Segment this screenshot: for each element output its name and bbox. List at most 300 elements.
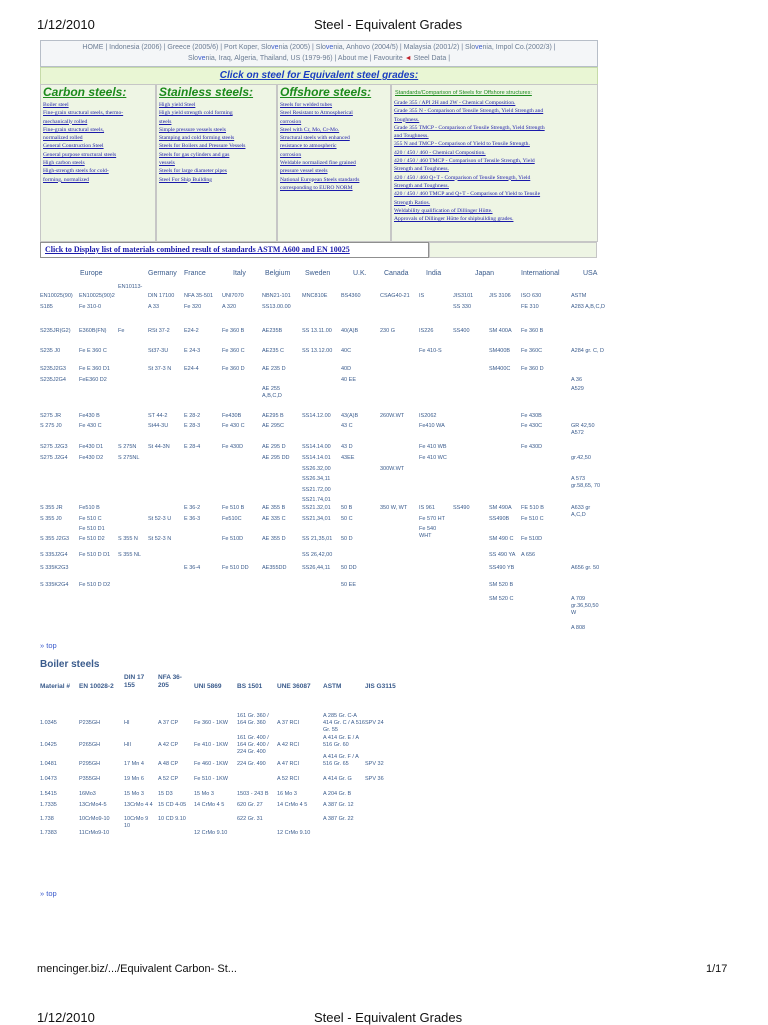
boiler-cell: 16Mo3: [79, 791, 96, 797]
carbon-link[interactable]: General Construction Steel: [43, 143, 104, 150]
carbon-link[interactable]: High-strength steels for cold-: [43, 168, 109, 175]
grade-cell: 43(A)B: [341, 413, 359, 419]
grade-cell: SS14.14.01: [302, 455, 331, 461]
site-nav: [40, 40, 598, 67]
grade-cell: St44-3U: [148, 423, 169, 429]
carbon-steels-box: [40, 84, 156, 242]
grade-cell: S 355 N: [118, 536, 138, 542]
grade-cell: Fe 430D: [222, 444, 244, 450]
stainless-link[interactable]: steels: [159, 118, 172, 125]
grade-cell: 40C: [341, 348, 352, 354]
boiler-cell: A 414 Gr. F / A 516 Gr. 65: [323, 754, 359, 767]
grade-cell: SM 490A: [489, 505, 512, 511]
grade-cell: SM 520 B: [489, 582, 514, 588]
grade-cell: S 335K2G3: [40, 565, 69, 571]
boiler-cell: Fe 510 - 1KW: [194, 776, 228, 782]
boiler-cell: 1.0345: [40, 720, 57, 726]
grade-cell: 43 C: [341, 423, 353, 429]
grade-cell: St 52-3 N: [148, 536, 172, 542]
grade-cell: 230 G: [380, 328, 395, 334]
grade-cell: E 28-2: [184, 413, 201, 419]
grade-cell: AE295 B: [262, 413, 284, 419]
boiler-cell: A 42 RCI: [277, 742, 300, 748]
offshore-steels-title[interactable]: Offshore steels:: [280, 85, 372, 99]
grade-cell: EN10025(90)2: [79, 293, 115, 299]
boiler-header-cell: BS 1501: [237, 683, 263, 690]
nav-line-2: Slovenia, Iraq, Algeria, Thailand, US (1979-96) | About me | Favourite ◄ Steel Data |: [187, 55, 451, 62]
grade-cell: E 36-2: [184, 505, 201, 511]
carbon-steels-title[interactable]: Carbon steels:: [43, 85, 127, 99]
boiler-cell: 161 Gr. 400 / 164 Gr. 400 / 224 Gr. 400: [237, 735, 269, 755]
stainless-steels-box: [156, 84, 277, 242]
grade-cell: A 33: [148, 304, 160, 310]
grade-cell: Fe 510 C: [79, 516, 102, 522]
grade-cell: 260W.WT: [380, 413, 405, 419]
col-europe: Europe: [80, 270, 103, 277]
grade-cell: 300W.WT: [380, 466, 405, 472]
grade-cell: S235J2G4: [40, 377, 66, 383]
grade-cell: SS 490 YA: [489, 552, 516, 558]
offshore-link[interactable]: Steel with Cr, Mo, Cr-Mo.: [280, 126, 340, 133]
boiler-cell: A 47 RCI: [277, 761, 300, 767]
grade-cell: E 24-3: [184, 348, 201, 354]
grade-cell: SM400B: [489, 348, 511, 354]
offshore-link[interactable]: corresponding to EURO NORM: [280, 184, 353, 191]
offshore-std-link[interactable]: 420 / 450 / 460 TMCP and Q+T - Comparison of Yield to Tensile: [394, 191, 541, 198]
grade-cell: Fe 310-0: [79, 304, 102, 310]
offshore-link[interactable]: corrosion: [280, 118, 302, 125]
grade-cell: Fe 360 C: [222, 348, 245, 354]
offshore-link[interactable]: Steels for welded tubes: [280, 102, 333, 108]
boiler-cell: 224 Gr. 490: [237, 761, 266, 767]
boiler-cell: 11CrMo9-10: [79, 830, 110, 836]
carbon-link[interactable]: normalized rolled: [43, 135, 83, 142]
boiler-cell: 14 CrMo 4 5: [277, 802, 308, 808]
boiler-cell: 1.0425: [40, 742, 57, 748]
grade-cell: SS 26,42,00: [302, 552, 333, 558]
stainless-link[interactable]: Stamping and cold forming steels: [159, 135, 235, 142]
offshore-link[interactable]: pressure vessel steels: [280, 168, 328, 175]
offshore-steels-box: [277, 84, 391, 242]
grade-cell: A656 gr. 50: [571, 565, 600, 571]
grade-cell: SS 13.12.00: [302, 348, 333, 354]
grade-cell: Fe E 360 C: [79, 348, 107, 354]
arrow-left-icon: ◄: [404, 55, 412, 62]
boiler-cell: A 48 CP: [158, 761, 179, 767]
offshore-link[interactable]: resistance to atmospheric: [280, 143, 337, 150]
grade-cell: Fe 510 D D1: [79, 552, 111, 558]
grade-cell: Fe 360C: [521, 348, 543, 354]
offshore-std-link[interactable]: and Toughness.: [394, 133, 429, 140]
boiler-cell: P265GH: [79, 742, 101, 748]
grade-cell: Fe 510 C: [521, 516, 544, 522]
grade-cell: EN10025(90): [40, 293, 73, 299]
grade-cell: Fe 510 D1: [79, 526, 105, 532]
grade-cell: E 36-4: [184, 565, 201, 571]
grade-cell: JIS 3106: [489, 293, 511, 299]
offshore-std-link[interactable]: Grade 355 N - Comparison of Tensile Strength, Yield Strength and: [394, 108, 544, 115]
grade-cell: SM 490 C: [489, 536, 514, 542]
offshore-std-link[interactable]: Strength and Toughness.: [394, 166, 449, 173]
grade-cell: A 320: [222, 304, 237, 310]
boiler-header-cell: ASTM: [323, 683, 342, 690]
grade-cell: SS 13.11.00: [302, 328, 332, 334]
grade-cell: BS4360: [341, 293, 361, 299]
grade-cell: AE 295 D: [262, 444, 286, 450]
grade-cell: SS490B: [489, 516, 510, 522]
grade-cell: SS21,34,01: [302, 516, 331, 522]
grade-cell: gr.42,50: [571, 455, 591, 461]
offshore-standards-links: [394, 99, 545, 223]
grade-cell: IS 961: [419, 505, 435, 511]
display-materials-link[interactable]: Click to Display list of materials combined result of standards ASTM A600 and EN 10025: [40, 242, 429, 258]
grade-cell: Fe 430D: [521, 444, 543, 450]
boiler-header-cell: JIS G3115: [365, 683, 396, 690]
col-india: India: [426, 270, 442, 277]
grade-cell: S235 J0: [40, 348, 61, 354]
offshore-std-link[interactable]: 355 N and TMCP - Comparison of Yield to Tensile Strength.: [394, 141, 530, 148]
grade-cell: Fe430 D1: [79, 444, 104, 450]
footer-page: 1/17: [706, 963, 728, 975]
boiler-cell: 13CrMo 4 4: [124, 802, 153, 808]
col-italy: Italy: [233, 270, 246, 277]
boiler-cell: 1.738: [40, 816, 54, 822]
grade-cell: Fe 430B: [521, 413, 542, 419]
grade-cell: Fe 320: [184, 304, 202, 310]
boiler-cell: 1503 - 243 B: [237, 791, 269, 797]
carbon-link[interactable]: Fine-grain structural steels, thermo-: [43, 110, 124, 117]
grade-cell: 50 EE: [341, 582, 356, 588]
carbon-link[interactable]: General purpose structural steels: [43, 151, 117, 158]
offshore-standards-box: [391, 84, 598, 242]
carbon-link[interactable]: forming, normalized: [43, 176, 89, 183]
grade-cell: AE235B: [262, 328, 283, 334]
boiler-cell: 1.0481: [40, 761, 57, 767]
grade-cell: AE 235 D: [262, 366, 286, 372]
grade-cell: SS400: [453, 328, 470, 334]
carbon-link[interactable]: Fine-grain structural steels,: [43, 126, 105, 133]
equivalent-grades-banner[interactable]: Click on steel for Equivalent steel grades:: [40, 67, 598, 85]
offshore-standards-subtitle[interactable]: Standards/Comparison of Steels for Offshore structures:: [395, 90, 532, 96]
boiler-cell: P295GH: [79, 761, 101, 767]
grade-cell: St 52-3 U: [148, 516, 172, 522]
grade-cell: E 28-4: [184, 444, 201, 450]
grade-cell: A633 gr A,C,D: [571, 505, 591, 518]
boiler-cell: 1.7335: [40, 802, 57, 808]
grade-cell: ASTM: [571, 293, 587, 299]
boiler-header-cell: Material #: [40, 683, 70, 690]
boiler-cell: 1.0473: [40, 776, 57, 782]
boiler-header-cell: UNE 36087: [277, 683, 311, 690]
boiler-cell: 13CrMo4-5: [79, 802, 107, 808]
boiler-cell: Fe 360 - 1KW: [194, 720, 228, 726]
grade-cell: St37-3U: [148, 348, 169, 354]
stainless-link[interactable]: vessels: [159, 160, 175, 167]
print-title: Steel - Equivalent Grades: [314, 17, 463, 32]
boiler-cell: 15 CD 4-05: [158, 802, 187, 808]
boiler-cell: 19 Mn 6: [124, 776, 144, 782]
boiler-cell: 1.5415: [40, 791, 57, 797]
grade-cell: Fe 510D: [521, 536, 543, 542]
grade-cell: 43EE: [341, 455, 355, 461]
boiler-steels-title: Boiler steels: [40, 659, 100, 670]
boiler-cell: A 387 Gr. 22: [323, 816, 354, 822]
footer-url: mencinger.biz/.../Equivalent Carbon- St...: [37, 963, 237, 975]
grade-cell: SS26.34,11: [302, 476, 331, 482]
boiler-cell: A 52 RCI: [277, 776, 300, 782]
grade-cell: Fe510 B: [79, 505, 100, 511]
col-canada: Canada: [384, 270, 409, 277]
offshore-link[interactable]: Structural steels with enhanced: [280, 135, 350, 142]
boiler-cell: 620 Gr. 27: [237, 802, 263, 808]
grade-cell: 50 D: [341, 536, 353, 542]
offshore-std-link[interactable]: 420 / 450 / 460 Q+T - Comparison of Tensile Strength, Yield: [394, 174, 531, 181]
grade-cell: Fe 570 HT: [419, 516, 445, 522]
grade-cell: AE 355 D: [262, 536, 286, 542]
boiler-cell: 1.7383: [40, 830, 57, 836]
stainless-link[interactable]: Steel For Ship Building: [159, 176, 212, 183]
offshore-std-link[interactable]: Strength and Toughness.: [394, 182, 449, 189]
grade-cell: DIN 17100: [148, 293, 175, 299]
grade-cell: 40 EE: [341, 377, 356, 383]
grade-cell: E 28-3: [184, 423, 201, 429]
col-uk: U.K.: [353, 270, 367, 277]
boiler-cell: 14 CrMo 4 5: [194, 802, 225, 808]
boiler-cell: A 204 Gr. B: [323, 791, 352, 797]
grade-cell: NFA 35-501: [184, 293, 214, 299]
grade-cell: E360B(FN): [79, 328, 107, 334]
boiler-cell: A 285 Gr. C-A 414 Gr. C / A 516 Gr. 55: [323, 713, 365, 733]
grade-cell: S 275N: [118, 444, 137, 450]
grade-cell: FE 310: [521, 304, 539, 310]
grade-cell: CSAG40-21: [380, 293, 410, 299]
display-materials-filler: [429, 242, 597, 258]
grade-cell: AE 355 B: [262, 505, 286, 511]
grade-cell: AE 255 A,B,C,D: [262, 386, 282, 399]
boiler-cell: SPV 24: [365, 720, 384, 726]
grade-cell: S 355 J0: [40, 516, 62, 522]
grade-cell: S 355 NL: [118, 552, 141, 558]
grade-cell: A529: [571, 386, 584, 392]
grade-cell: Fe E 360 D1: [79, 366, 110, 372]
grade-cell: SS14.12.00: [302, 413, 331, 419]
grade-cell: UNI7070: [222, 293, 244, 299]
grade-cell: A 36: [571, 377, 583, 383]
grade-cell: NBN21-101: [262, 293, 291, 299]
next-print-title: Steel - Equivalent Grades: [314, 1010, 463, 1025]
col-france: France: [184, 270, 206, 277]
grade-cell: S235JR(G2): [40, 328, 71, 334]
grade-cell: SS21.32,01: [302, 505, 331, 511]
grade-cell: Fe 360 B: [222, 328, 245, 334]
boiler-cell: 12 CrMo 9.10: [277, 830, 311, 836]
nav-line-1: HOME | Indonesia (2006) | Greece (2005/6) | Port Koper, Slovenia (2005) | Slovenia, Anhovo (2004/5) | Malaysia (2001/2) | Slovenia, Impol Co.(2002/3) |: [82, 44, 556, 51]
grade-cell: RSt 37-2: [148, 328, 170, 334]
grade-cell: SM 400A: [489, 328, 512, 334]
grade-cell: Fe430B: [222, 413, 242, 419]
offshore-link[interactable]: Weldable normalized fine grained: [280, 160, 356, 167]
grade-cell: Fe 360 B: [521, 328, 544, 334]
grade-cell: S185: [40, 304, 53, 310]
offshore-std-link[interactable]: Grade 355 TMCP - Comparison of Tensile Strength, Yield Strength: [394, 124, 545, 131]
boiler-cell: 10CrMo 9 10: [124, 816, 149, 829]
boiler-cell: 17 Mn 4: [124, 761, 144, 767]
grade-cell: AE 335 C: [262, 516, 286, 522]
print-date: 1/12/2010: [37, 17, 95, 32]
grade-cell: Fe 410-S: [419, 348, 442, 354]
col-belgium: Belgium: [265, 270, 291, 277]
boiler-cell: SPV 36: [365, 776, 384, 782]
carbon-link[interactable]: Boiler steel: [43, 102, 69, 108]
boiler-cell: A 387 Gr. 12: [323, 802, 354, 808]
grade-cell: Fe 430C: [521, 423, 543, 429]
nav-home-link[interactable]: HOME: [82, 44, 104, 51]
grade-cell: 40D: [341, 366, 352, 372]
boiler-cell: A 52 CP: [158, 776, 179, 782]
grade-cell: S 335K2G4: [40, 582, 69, 588]
offshore-std-link[interactable]: Toughness.: [394, 116, 420, 123]
grade-cell: FE 510 B: [521, 505, 544, 511]
grade-cell: Fe 510 D2: [79, 536, 105, 542]
grade-cell: 50 DD: [341, 565, 357, 571]
grade-cell: E24-2: [184, 328, 199, 334]
boiler-header-cell: NFA 36-205: [158, 674, 182, 689]
stainless-link[interactable]: Steels for large diameter pipes: [159, 168, 227, 175]
offshore-std-link[interactable]: Approvals of Dillinger Hütte for shipbuilding grades.: [394, 216, 514, 223]
grade-cell: 350 W, WT: [380, 505, 408, 511]
grade-cell: SS21.72,00: [302, 487, 331, 493]
stainless-link[interactable]: Simple pressure vessels steels: [159, 126, 226, 133]
grade-cell: S275 JR: [40, 413, 62, 419]
grade-cell: 50 B: [341, 505, 353, 511]
grade-cell: SS14.14.00: [302, 444, 331, 450]
grade-cell: GR 42,50 A572: [571, 423, 595, 436]
grade-cell: Fe410 WA: [419, 423, 445, 429]
offshore-link[interactable]: National European Steels standards: [280, 176, 360, 183]
grade-cell: S 335J2G4: [40, 552, 68, 558]
grade-cell: S 275 J0: [40, 423, 62, 429]
offshore-std-link[interactable]: 420 / 450 / 460 TMCP - Comparison of Tensile Strength, Yield: [394, 158, 535, 165]
grade-cell: A 709 gr.36,50,50 W: [571, 596, 599, 616]
grade-cell: AE 295 DD: [262, 455, 290, 461]
carbon-link[interactable]: mechanically rolled: [43, 118, 88, 125]
offshore-link[interactable]: corrosion: [280, 151, 302, 158]
offshore-std-link[interactable]: Weldability qualification of Dillinger Hütte.: [394, 207, 493, 214]
top-link-2[interactable]: » top: [40, 889, 57, 898]
grade-cell: MNC810E: [302, 293, 328, 299]
offshore-std-link[interactable]: Strength Ratios.: [394, 199, 431, 206]
boiler-cell: 161 Gr. 360 / 164 Gr. 360: [237, 713, 269, 726]
carbon-link[interactable]: High carbon steels: [43, 160, 85, 167]
grade-cell: Fe430 D2: [79, 455, 104, 461]
grade-cell: S275 J2G4: [40, 455, 68, 461]
boiler-cell: 15 Mo 3: [124, 791, 144, 797]
boiler-cell: 10 CD 9.10: [158, 816, 186, 822]
boiler-cell: P355GH: [79, 776, 101, 782]
grade-cell: AE 295C: [262, 423, 285, 429]
grade-cell: ISO 630: [521, 293, 542, 299]
grade-cell: E 36-3: [184, 516, 201, 522]
boiler-cell: Fe 410 - 1KW: [194, 742, 228, 748]
boiler-cell: 15 Mo 3: [194, 791, 214, 797]
grade-cell: IS: [419, 293, 425, 299]
grade-cell: ST 44-2: [148, 413, 168, 419]
boiler-cell: HI: [124, 720, 130, 726]
grade-cell: IS226: [419, 328, 434, 334]
grade-cell: Fe 410 WB: [419, 444, 447, 450]
col-germany: Germany: [148, 270, 177, 277]
grade-cell: S 355 J2G3: [40, 536, 70, 542]
grade-cell: SS490: [453, 505, 470, 511]
grade-cell: IS2062: [419, 413, 437, 419]
col-usa: USA: [583, 270, 598, 277]
boiler-cell: Fe 460 - 1KW: [194, 761, 228, 767]
grade-cell: E24-4: [184, 366, 199, 372]
boiler-cell: A 414 Gr. E / A 516 Gr. 60: [323, 735, 359, 748]
stainless-steels-title[interactable]: Stainless steels:: [159, 85, 254, 99]
stainless-link[interactable]: High yield strength cold forming: [159, 110, 233, 117]
stainless-link[interactable]: Steels for Boilers and Pressure Vessels: [159, 143, 246, 150]
grade-cell: SS13.00.00: [262, 304, 291, 310]
grade-cell: S275 J2G3: [40, 444, 68, 450]
offshore-steels-links: [280, 101, 359, 192]
carbon-steels-links: [43, 101, 123, 184]
boiler-cell: HII: [124, 742, 132, 748]
boiler-cell: A 37 CP: [158, 720, 179, 726]
grade-cell: Fe 430 C: [222, 423, 245, 429]
grade-cell: SS26,44,11: [302, 565, 331, 571]
stainless-steels-links: [159, 101, 245, 184]
offshore-std-link[interactable]: 420 / 450 / 460 - Chemical Composition.: [394, 149, 486, 156]
grade-cell: JIS3101: [453, 293, 474, 299]
grade-cell: 40(A)B: [341, 328, 359, 334]
stainless-link[interactable]: Steels for gas cylinders and gas: [159, 151, 230, 158]
grade-cell: 50 C: [341, 516, 353, 522]
grade-cell: S235J2G3: [40, 366, 66, 372]
boiler-cell: A 37 RCI: [277, 720, 300, 726]
grade-cell: AE235 C: [262, 348, 285, 354]
grade-cell: Fe 510D: [222, 536, 244, 542]
boiler-cell: P235GH: [79, 720, 101, 726]
grade-cell: Fe 410 WC: [419, 455, 447, 461]
boiler-header-cell: EN 10028-2: [79, 683, 114, 690]
grade-cell: Fe510C: [222, 516, 242, 522]
next-print-date: 1/12/2010: [37, 1010, 95, 1025]
grade-cell: Fe 510 DD: [222, 565, 249, 571]
boiler-cell: A 414 Gr. G: [323, 776, 352, 782]
boiler-cell: 15 D3: [158, 791, 173, 797]
grade-cell: SS 21,35,01: [302, 536, 333, 542]
grade-cell: A284 gr. C, D: [571, 348, 605, 354]
offshore-std-link[interactable]: Grade 355 / API 2H and 2W - Chemical Composition.: [394, 100, 516, 106]
grade-cell: 43 D: [341, 444, 353, 450]
col-japan: Japan: [475, 270, 495, 277]
grade-cell: A 808: [571, 625, 586, 631]
grade-cell: S 275NL: [118, 455, 140, 461]
top-link[interactable]: » top: [40, 641, 57, 650]
stainless-link[interactable]: High yield Steel: [159, 102, 196, 108]
grade-cell: St 37-3 N: [148, 366, 172, 372]
grade-cell: SS21.74,01: [302, 497, 331, 503]
grade-cell: SM 520 C: [489, 596, 514, 602]
boiler-cell: SPV 32: [365, 761, 384, 767]
grade-cell: Fe 360 D: [521, 366, 544, 372]
col-international: International: [521, 270, 560, 277]
grade-cell: Fe 360 D: [222, 366, 245, 372]
grade-cell: S 355 JR: [40, 505, 63, 511]
offshore-link[interactable]: Steel Resistant to Atmospherical: [280, 110, 353, 117]
grade-cell: A 656: [521, 552, 536, 558]
